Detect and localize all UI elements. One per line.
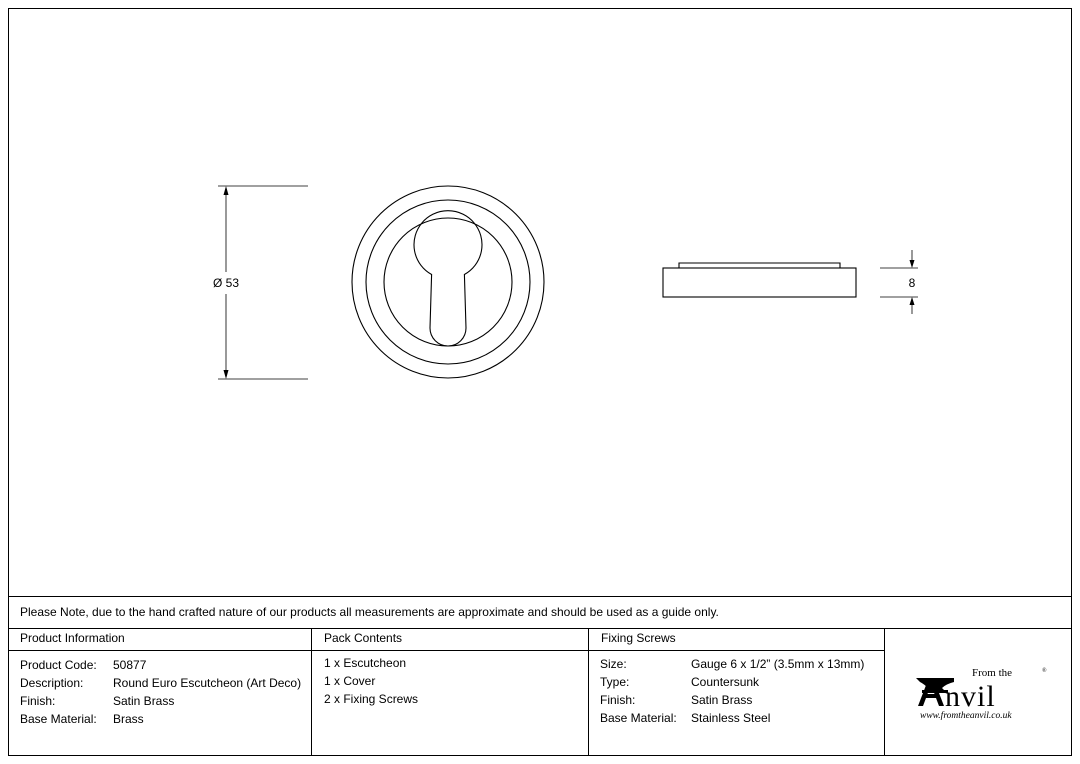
product-code-label: Product Code:	[20, 658, 97, 672]
escutcheon-side-view	[663, 263, 856, 297]
table-top-divider	[8, 628, 1072, 629]
thickness-label: 8	[908, 276, 916, 290]
anvil-logo-graphic	[914, 660, 1050, 722]
outer-rim	[352, 186, 544, 378]
euro-cylinder-keyhole	[414, 211, 482, 346]
middle-ring	[366, 200, 530, 364]
pack-contents-header: Pack Contents	[324, 631, 403, 645]
screw-material-value: Stainless Steel	[691, 711, 771, 725]
logo-from-the: From the	[972, 667, 1013, 679]
diameter-label: Ø 53	[212, 276, 240, 290]
screw-material-label: Base Material:	[600, 711, 677, 725]
escutcheon-front-view	[352, 186, 544, 378]
screw-type-value: Countersunk	[691, 675, 760, 689]
disclaimer-note: Please Note, due to the hand crafted nature of our products all measurements are approximate and should be used as a guide only.	[20, 605, 719, 619]
logo-brand-rest: nvil	[945, 680, 996, 713]
screw-type-label: Type:	[600, 675, 630, 689]
logo-registered: ®	[1042, 668, 1047, 674]
product-code-value: 50877	[113, 658, 147, 672]
product-info-header: Product Information	[20, 631, 125, 645]
side-base	[663, 268, 856, 297]
thickness-arrow-top	[910, 260, 915, 268]
base-material-label: Base Material:	[20, 712, 97, 726]
screw-finish-value: Satin Brass	[691, 693, 753, 707]
column-divider-1	[311, 628, 312, 756]
pack-item: 1 x Escutcheon	[324, 656, 407, 670]
table-header-divider	[8, 650, 884, 651]
thickness-arrow-bottom	[910, 297, 915, 305]
note-divider	[8, 596, 1072, 597]
pack-item: 1 x Cover	[324, 674, 376, 688]
base-material-value: Brass	[113, 712, 144, 726]
column-divider-3	[884, 628, 885, 756]
logo-url: www.fromtheanvil.co.uk	[920, 711, 1012, 721]
description-label: Description:	[20, 676, 84, 690]
arrowhead-bottom	[224, 370, 229, 379]
pack-item: 2 x Fixing Screws	[324, 692, 419, 706]
side-cover-step	[679, 263, 840, 268]
description-value: Round Euro Escutcheon (Art Deco)	[113, 676, 302, 690]
finish-label: Finish:	[20, 694, 56, 708]
screw-size-label: Size:	[600, 657, 627, 671]
finish-value: Satin Brass	[113, 694, 175, 708]
screw-size-value: Gauge 6 x 1/2” (3.5mm x 13mm)	[691, 657, 865, 671]
arrowhead-top	[224, 186, 229, 195]
inner-ring	[384, 218, 512, 346]
from-the-anvil-logo	[914, 660, 1050, 722]
fixing-screws-header: Fixing Screws	[601, 631, 676, 645]
column-divider-2	[588, 628, 589, 756]
screw-finish-label: Finish:	[600, 693, 636, 707]
